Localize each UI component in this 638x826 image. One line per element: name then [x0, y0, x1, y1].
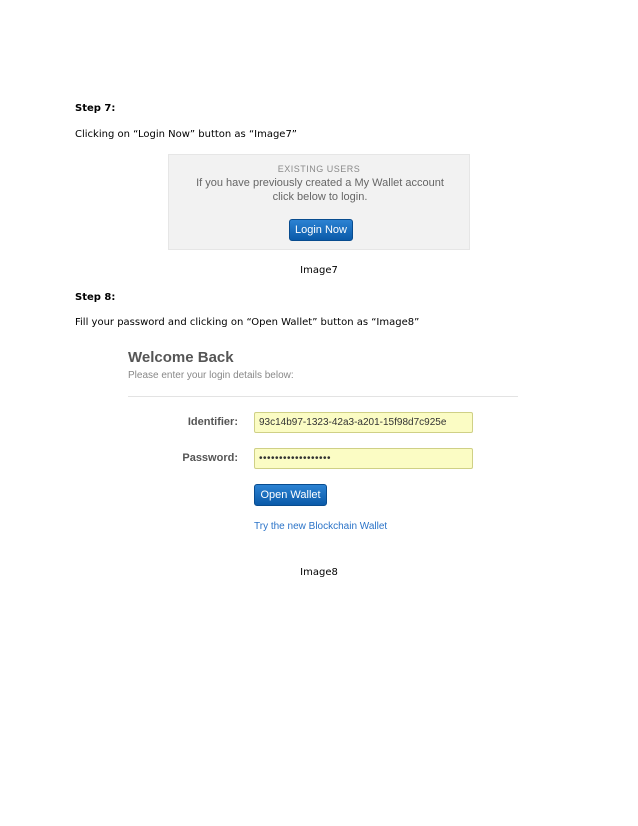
step8-heading: Step 8: [75, 292, 116, 303]
existing-users-panel [168, 154, 470, 250]
login-now-button[interactable]: Login Now [289, 219, 353, 241]
existing-users-description: If you have previously created a My Wallet account click below to login. [196, 177, 444, 203]
password-field[interactable]: •••••••••••••••••• [254, 448, 473, 469]
welcome-title: Welcome Back [128, 349, 234, 366]
form-divider [128, 396, 518, 397]
image7-caption: Image7 [300, 265, 338, 276]
step8-instruction: Fill your password and clicking on “Open Wallet” button as “Image8” [75, 317, 420, 328]
identifier-field[interactable] [254, 412, 473, 433]
password-label: Password: [182, 452, 238, 464]
try-new-wallet-link[interactable]: Try the new Blockchain Wallet [254, 521, 388, 532]
identifier-label: Identifier: [187, 416, 238, 428]
existing-users-title: EXISTING USERS [277, 164, 361, 174]
image8-caption: Image8 [300, 567, 338, 578]
welcome-subtitle: Please enter your login details below: [128, 370, 294, 381]
open-wallet-button[interactable]: Open Wallet [254, 484, 327, 506]
step7-instruction: Clicking on “Login Now” button as “Image7” [75, 129, 297, 140]
step7-heading: Step 7: [75, 103, 116, 114]
